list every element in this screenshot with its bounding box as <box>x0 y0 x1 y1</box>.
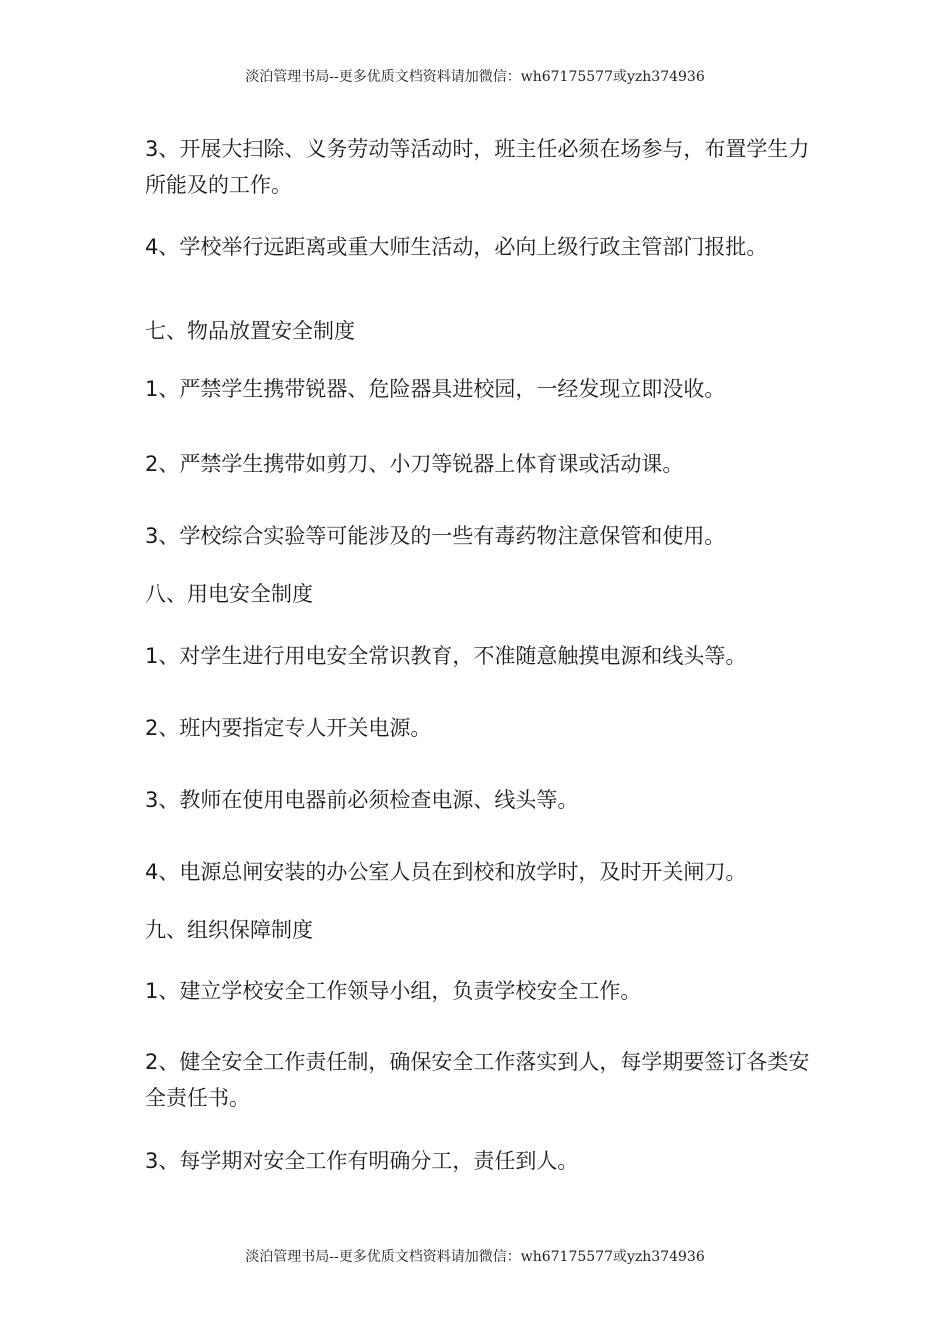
page-header: 淡泊管理书局--更多优质文档资料请加微信：wh67175577或yzh374936 <box>245 69 705 85</box>
item-9-3: 3、每学期对安全工作有明确分工，责任到人。 <box>145 1149 579 1173</box>
item-7-2: 2、严禁学生携带如剪刀、小刀等锐器上体育课或活动课。 <box>145 452 684 476</box>
paragraph-4-activities: 4、学校举行远距离或重大师生活动，必向上级行政主管部门报批。 <box>145 235 768 259</box>
item-8-4: 4、电源总闸安装的办公室人员在到校和放学时，及时开关闸刀。 <box>145 860 747 884</box>
item-8-1: 1、对学生进行用电安全常识教育，不准随意触摸电源和线头等。 <box>145 644 747 668</box>
page-footer: 淡泊管理书局--更多优质文档资料请加微信：wh67175577或yzh374936 <box>245 1249 705 1265</box>
section-heading-9: 九、组织保障制度 <box>145 918 313 942</box>
item-9-2: 2、健全安全工作责任制，确保安全工作落实到人，每学期要签订各类安全责任书。 <box>145 1050 810 1110</box>
item-8-3: 3、教师在使用电器前必须检查电源、线头等。 <box>145 788 579 812</box>
item-9-1: 1、建立学校安全工作领导小组，负责学校安全工作。 <box>145 979 642 1003</box>
section-heading-7: 七、物品放置安全制度 <box>145 319 355 343</box>
section-heading-8: 八、用电安全制度 <box>145 582 313 606</box>
paragraph-3-cleaning: 3、开展大扫除、义务劳动等活动时，班主任必须在场参与，布置学生力所能及的工作。 <box>145 137 810 197</box>
item-8-2: 2、班内要指定专人开关电源。 <box>145 716 432 740</box>
item-7-3: 3、学校综合实验等可能涉及的一些有毒药物注意保管和使用。 <box>145 524 726 548</box>
item-7-1: 1、严禁学生携带锐器、危险器具进校园，一经发现立即没收。 <box>145 377 726 401</box>
